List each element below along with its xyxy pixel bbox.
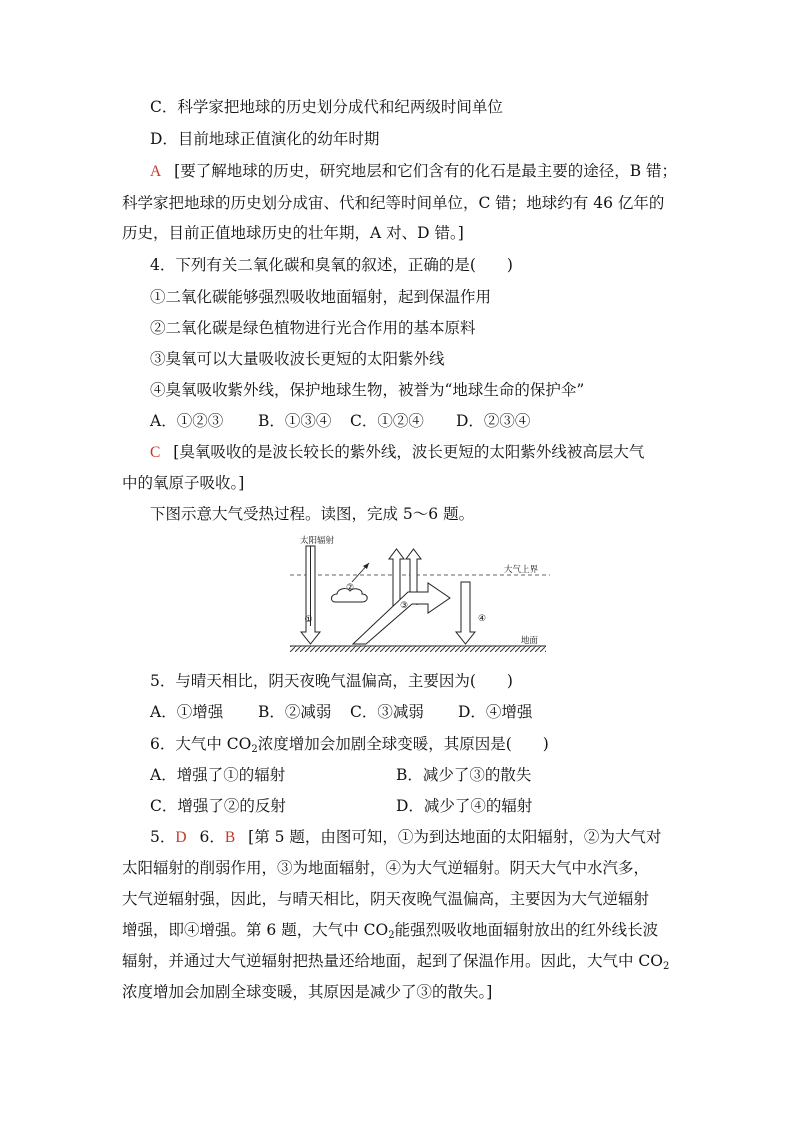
answers-line-4 [122,919,658,947]
diagram-intro: 下图示意大气受热过程。读图，完成 5～6 题。 [150,505,475,523]
q4-explain-1: [臭氧吸收的是波长较长的紫外线，波长更短的太阳紫外线被高层大气 [173,443,645,461]
answers-subscript-4: 2 [388,930,395,941]
q4-options [150,410,650,432]
q3-explanation-line-1 [150,160,677,183]
answers-text-4a: 增强，即④增强。第 6 题，大气中 CO [122,921,389,939]
q6-options-row-1 [150,764,590,786]
q4-option-c: C．①②④ [350,412,424,430]
q6-stem-part-2: 浓度增加会加剧全球变暖，其原因是( ) [257,735,549,753]
label-2: ② [346,583,355,593]
q6-option-b: B．减少了③的散失 [396,766,532,784]
answers-line-3: 大气逆辐射强，因此，与晴天相比，阴天夜晚气温偏高，主要因为大气逆辐射 [122,890,650,908]
counter-radiation-arrow [456,582,475,644]
answers-subscript-5: 2 [663,961,670,972]
answers-line-1 [150,826,661,849]
q6-stem-part-1: 6．大气中 CO [150,735,252,753]
q4-statement-3: ③臭氧可以大量吸收波长更短的太阳紫外线 [150,350,445,368]
q4-explanation-line-1 [150,441,644,464]
answers-line-6: 浓度增加会加剧全球变暖，其原因是减少了③的散失。] [122,983,493,1001]
q3-option-d: D．目前地球正值演化的幼年时期 [150,130,380,148]
label-4: ④ [478,614,487,624]
q3-explanation-line-2: 科学家把地球的历史划分成宙、代和纪等时间单位，C 错；地球约有 46 亿年的 [122,194,665,212]
q5-options [150,701,570,723]
q4-answer: C [150,444,161,461]
solar-radiation-label: 太阳辐射 [300,536,335,546]
q6-stem-subscript: 2 [251,744,258,755]
ground-hatch [290,646,546,652]
q6-answer: B [224,829,236,846]
atmosphere-heating-diagram [290,532,550,658]
q4-statement-1: ①二氧化碳能够强烈吸收地面辐射，起到保温作用 [150,288,492,306]
q5-option-d: D．④增强 [458,703,533,721]
q4-statement-4: ④臭氧吸收紫外线，保护地球生物，被誉为“地球生命的保护伞” [150,381,585,399]
q4-option-d: D．②③④ [456,412,531,430]
q6-stem [150,733,549,761]
answers-line-2: 太阳辐射的削弱作用，③为地面辐射，④为大气逆辐射。阴天大气中水汽多， [122,859,650,877]
q5-option-c: C．③减弱 [350,703,424,721]
ground-label: 地面 [521,636,539,646]
q5-option-b: B．②减弱 [258,703,332,721]
q6-option-d: D．减少了④的辐射 [396,797,533,815]
q5-answer: D [175,829,187,846]
q4-option-b: B．①③④ [258,412,332,430]
answers-text-4b: 能强烈吸收地面辐射放出的红外线长波 [394,921,659,939]
ground-radiation-arrow [353,583,450,644]
q3-answer: A [150,163,162,180]
q4-option-a: A．①②③ [150,412,224,430]
q4-stem: 4．下列有关二氧化碳和臭氧的叙述，正确的是( ) [150,256,513,274]
q6-option-c: C．增强了②的反射 [150,797,286,815]
q4-explanation-line-2: 中的氧原子吸收。] [122,474,245,492]
answers-text-5a: 辐射，并通过大气逆辐射把热量还给地面，起到了保温作用。因此，大气中 CO [122,952,663,970]
label-3: ③ [400,601,409,611]
q5-stem: 5．与晴天相比，阴天夜晚气温偏高，主要因为( ) [150,672,513,690]
q5-answer-number: 5． [150,828,176,846]
atmosphere-top-label: 大气上界 [504,565,539,575]
q6-option-a: A．增强了①的辐射 [150,766,286,784]
q3-explain-1: [要了解地球的历史，研究地层和它们含有的化石是最主要的途径，B 错； [174,162,678,180]
answers-text-1: [第 5 题，由图可知，①为到达地面的太阳辐射，②为大气对 [248,828,662,846]
q3-explanation-line-3: 历史，目前正值地球历史的壮年期，A 对、D 错。] [122,224,464,242]
label-1: ① [304,615,313,625]
answers-line-5 [122,950,669,978]
q4-statement-2: ②二氧化碳是绿色植物进行光合作用的基本原料 [150,319,476,337]
q6-options-row-2 [150,795,590,817]
q5-option-a: A．①增强 [150,703,224,721]
q3-option-c: C．科学家把地球的历史划分成代和纪两级时间单位 [150,98,503,116]
q6-answer-number: 6． [199,828,225,846]
